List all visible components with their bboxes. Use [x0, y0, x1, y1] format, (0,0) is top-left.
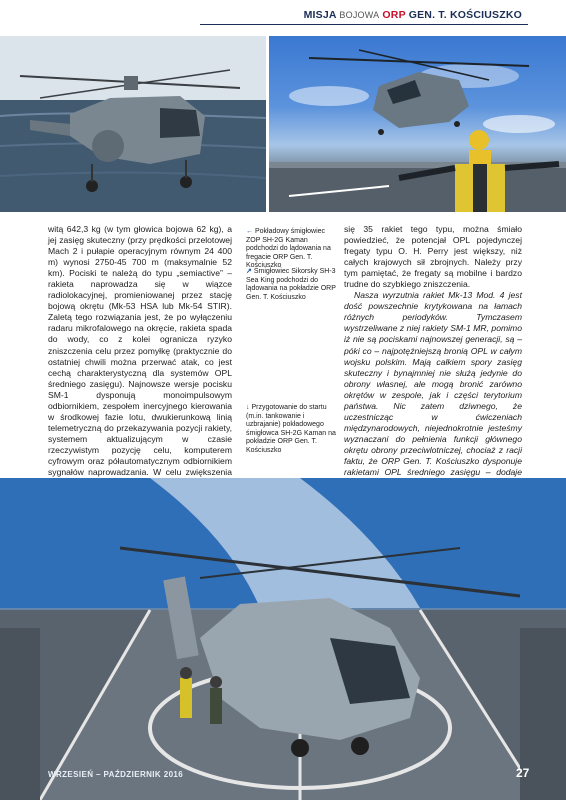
caption-sea-king — [246, 268, 338, 302]
caption-text: Pokładowy śmigłowiec ZOP SH-2G Kaman podchodzi do lądowania na fregacie ORP Gen. T. Kościuszko — [246, 228, 331, 270]
caption-text: Przygotowanie do startu (m.in. tankowanie i uzbrajanie) pokładowego śmigłowca SH-2G Kaman na pokładzie ORP Gen. T. Kościuszko — [246, 404, 336, 454]
footer-issue: WRZESIEŃ – PAŹDZIERNIK 2016 — [48, 770, 184, 779]
right-paragraph-1: się 35 rakiet tego typu, można śmiało powiedzieć, że potencjał OPL pojedynczej fregaty typu O. H. Perry jest większy, niż całych krajowych sił zbrojnych. Należy przy tym pamiętać, że fregaty są mobilne i bardzo trudne do szybkiego zniszczenia. — [344, 224, 522, 290]
arrow-down-icon: ↓ — [246, 404, 250, 411]
header-sub: BOJOWA — [339, 10, 380, 20]
page-header — [0, 0, 566, 34]
caption-text: Śmigłowiec Sikorsky SH-3 Sea King podchodzi do lądowania na pokładzie ORP Gen. T. Kościuszko — [246, 268, 336, 301]
left-column-text: witą 642,3 kg (w tym głowica bojowa 62 kg), a jej zasięg skuteczny (przy prędkości przelotowej Mach 2 i pułapie operacyjnym równym 24 400 m) wynosi 2750-45 700 m (maksymalnie 52 km). Pociski te należą do typu „semiactive” – rakieta naprowadza się w wiązce radiolokacyjnej, promieniowanej przez stację bojową okrętu (Mk-53 HSA lub Mk-54 STIR). Zaletą tego rozwiązania jest, że po wyłączeniu radaru mikrofalowego na okręcie, rakieta spada do wody, co z kolei ogranicza ryzyko zniszczenia celu przez pomyłkę (praktycznie do ostatniej chwili można przerwać atak, co jest cechą charakterystyczną dla systemów OPL średniego zasięgu). Najnowsze wersje pocisku SM-1 dysponują monoimpulsowym odbiornikiem, zespołem inercyjnego kierowania w środkowej fazie lotu, dwukierunkową linią telemetryczną do przekazywania pozycji rakiety, systemem aktualizującym w czasie rzeczywistym pozycję celu, komputerem cyfrowym oraz półautomatycznym odbiornikiem sygnałów naprowadzania. W celu zwiększenia — [48, 224, 232, 478]
photo-kaman-on-deck — [0, 478, 566, 800]
deck-illustration — [0, 478, 566, 800]
photo-sea-king-landing — [269, 36, 566, 212]
arrow-left-icon: ← — [246, 228, 253, 235]
header-ship: ORP — [382, 9, 406, 21]
right-paragraph-quote: Nasza wyrzutnia rakiet Mk-13 Mod. 4 jest dość powszechnie krytykowana na łamach różnych periodyków. Tymczasem wystrzeliwane z niej rakiety SM-1 MR, pomimo iż nie są pociskami najnowszej generacji, są – póki co – najpotężniejszą bronią OPL w całym wojsku polskim. Mają całkiem spory zasięg skuteczny i bynajmniej nie służą jedynie do obrony własnej, ale mogą bronić zarówno okrętów w zespole, jak i części terytorium państwa. Nic zatem dziwnego, że uczestnicząc w ćwiczeniach międzynarodowych, niejednokrotnie jesteśmy wyznaczani do pełnienia funkcji głównego okrętu obrony przeciwlotniczej, chociaż z racji faktu, że ORP Gen. T. Kościuszko dysponuje rakietami OPL średniego zasięgu – dodaje — [344, 290, 522, 478]
page-number: 27 — [516, 766, 530, 780]
arrow-up-right-icon: ↗ — [246, 268, 252, 275]
header-title — [304, 9, 522, 21]
helicopter-illustration — [0, 36, 266, 212]
header-name: GEN. T. KOŚCIUSZKO — [408, 9, 522, 21]
header-rule — [200, 24, 528, 25]
caption-preparation — [246, 404, 338, 456]
caption-kaman — [246, 228, 338, 271]
sea-king-illustration — [269, 36, 566, 212]
header-section: MISJA — [303, 9, 337, 21]
photo-kaman-helicopter — [0, 36, 266, 212]
